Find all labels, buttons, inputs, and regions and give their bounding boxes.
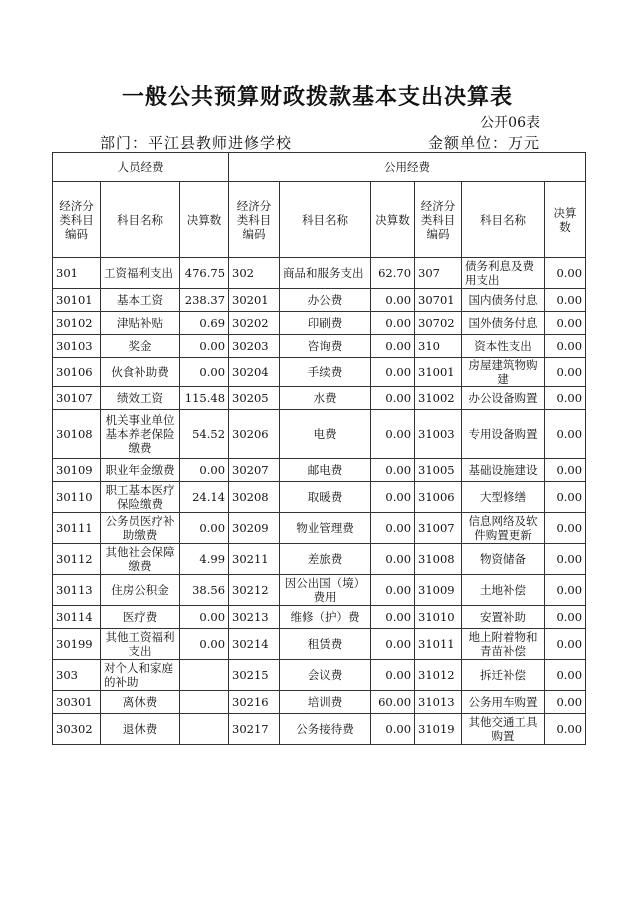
table-cell-code: 30702 — [415, 312, 462, 335]
table-cell-name: 国外债务付息 — [462, 312, 545, 335]
table-cell-name: 国内债务付息 — [462, 289, 545, 312]
table-row — [53, 459, 586, 482]
table-row — [53, 289, 586, 312]
table-row — [53, 660, 586, 691]
table-cell-amount: 0.00 — [371, 575, 415, 606]
table-cell-amount: 0.00 — [371, 358, 415, 387]
table-cell-code: 30302 — [53, 714, 101, 745]
table-cell-name: 医疗费 — [101, 606, 180, 629]
table-cell-name: 津贴补贴 — [101, 312, 180, 335]
table-cell-code: 30108 — [53, 410, 101, 459]
col-header-code: 经济分类科目编码 — [53, 182, 101, 258]
table-cell-name: 会议费 — [280, 660, 371, 691]
table-cell-name: 土地补偿 — [462, 575, 545, 606]
table-cell-amount: 0.00 — [180, 606, 229, 629]
table-cell-name: 房屋建筑物购建 — [462, 358, 545, 387]
table-cell-name: 住房公积金 — [101, 575, 180, 606]
table-cell-amount: 0.00 — [371, 660, 415, 691]
table-row — [53, 714, 586, 745]
table-cell-name: 水费 — [280, 387, 371, 410]
table-cell-code: 307 — [415, 258, 462, 289]
personnel-group-header: 人员经费 — [53, 153, 229, 182]
table-cell-code: 30215 — [229, 660, 280, 691]
table-cell-name: 专用设备购置 — [462, 410, 545, 459]
table-cell-name: 伙食补助费 — [101, 358, 180, 387]
table-cell-name: 差旅费 — [280, 544, 371, 575]
table-cell-name: 基本工资 — [101, 289, 180, 312]
table-cell-code: 310 — [415, 335, 462, 358]
table-cell-code: 31002 — [415, 387, 462, 410]
table-cell-code: 30202 — [229, 312, 280, 335]
table-cell-name: 手续费 — [280, 358, 371, 387]
table-cell-code: 30211 — [229, 544, 280, 575]
table-cell-amount: 0.00 — [545, 660, 586, 691]
table-cell-amount: 0.00 — [180, 335, 229, 358]
table-cell-amount: 0.00 — [545, 606, 586, 629]
table-cell-amount: 0.69 — [180, 312, 229, 335]
table-cell-amount: 0.00 — [180, 358, 229, 387]
table-cell-code: 303 — [53, 660, 101, 691]
table-cell-amount: 0.00 — [371, 513, 415, 544]
table-cell-name: 邮电费 — [280, 459, 371, 482]
table-cell-code: 30101 — [53, 289, 101, 312]
table-cell-amount: 115.48 — [180, 387, 229, 410]
table-cell-amount — [180, 660, 229, 691]
table-cell-name: 机关事业单位基本养老保险缴费 — [101, 410, 180, 459]
table-cell-name: 物资储备 — [462, 544, 545, 575]
table-cell-code: 31005 — [415, 459, 462, 482]
col-header-code: 经济分类科目编码 — [229, 182, 280, 258]
table-cell-name: 其他工资福利支出 — [101, 629, 180, 660]
table-cell-code: 302 — [229, 258, 280, 289]
table-cell-name: 公务用车购置 — [462, 691, 545, 714]
table-cell-code: 30301 — [53, 691, 101, 714]
table-cell-code: 30103 — [53, 335, 101, 358]
table-cell-code: 30217 — [229, 714, 280, 745]
table-row — [53, 335, 586, 358]
table-row — [53, 312, 586, 335]
table-cell-code: 30201 — [229, 289, 280, 312]
table-cell-amount: 0.00 — [371, 606, 415, 629]
table-cell-code: 30111 — [53, 513, 101, 544]
table-cell-name: 因公出国（境）费用 — [280, 575, 371, 606]
table-row — [53, 358, 586, 387]
table-cell-name: 资本性支出 — [462, 335, 545, 358]
table-cell-code: 31013 — [415, 691, 462, 714]
table-cell-code: 30102 — [53, 312, 101, 335]
table-cell-code: 30109 — [53, 459, 101, 482]
table-row — [53, 482, 586, 513]
table-cell-name: 电费 — [280, 410, 371, 459]
table-cell-code: 30206 — [229, 410, 280, 459]
table-cell-amount: 0.00 — [371, 482, 415, 513]
table-cell-amount: 0.00 — [545, 544, 586, 575]
table-cell-code: 30114 — [53, 606, 101, 629]
table-cell-amount: 4.99 — [180, 544, 229, 575]
col-header-name: 科目名称 — [280, 182, 371, 258]
table-row — [53, 606, 586, 629]
table-cell-amount: 0.00 — [545, 459, 586, 482]
table-number: 公开06表 — [480, 115, 540, 131]
expenditure-table — [52, 152, 586, 745]
table-cell-code: 30110 — [53, 482, 101, 513]
table-row — [53, 629, 586, 660]
table-cell-code: 30209 — [229, 513, 280, 544]
table-cell-code: 30113 — [53, 575, 101, 606]
table-cell-name: 咨询费 — [280, 335, 371, 358]
table-cell-amount: 38.56 — [180, 575, 229, 606]
table-cell-amount: 0.00 — [545, 258, 586, 289]
table-cell-amount: 0.00 — [180, 459, 229, 482]
table-cell-code: 30214 — [229, 629, 280, 660]
table-cell-name: 公务接待费 — [280, 714, 371, 745]
table-cell-code: 31019 — [415, 714, 462, 745]
col-header-amount: 决算数 — [371, 182, 415, 258]
table-cell-name: 商品和服务支出 — [280, 258, 371, 289]
table-cell-amount: 0.00 — [545, 335, 586, 358]
table-cell-code: 30213 — [229, 606, 280, 629]
table-cell-name: 办公设备购置 — [462, 387, 545, 410]
table-cell-name: 职业年金缴费 — [101, 459, 180, 482]
table-cell-amount: 0.00 — [371, 289, 415, 312]
table-cell-amount: 0.00 — [371, 312, 415, 335]
table-cell-code: 31011 — [415, 629, 462, 660]
col-header-name: 科目名称 — [101, 182, 180, 258]
table-cell-code: 30203 — [229, 335, 280, 358]
table-cell-amount: 24.14 — [180, 482, 229, 513]
table-cell-code: 30216 — [229, 691, 280, 714]
table-cell-amount: 0.00 — [180, 629, 229, 660]
table-cell-code: 30106 — [53, 358, 101, 387]
table-cell-code: 30212 — [229, 575, 280, 606]
table-cell-name: 对个人和家庭的补助 — [101, 660, 180, 691]
table-cell-name: 退休费 — [101, 714, 180, 745]
table-cell-name: 工资福利支出 — [101, 258, 180, 289]
table-cell-name: 基础设施建设 — [462, 459, 545, 482]
table-cell-name: 公务员医疗补助缴费 — [101, 513, 180, 544]
table-cell-amount: 0.00 — [371, 387, 415, 410]
table-cell-code: 31008 — [415, 544, 462, 575]
table-row — [53, 410, 586, 459]
table-cell-name: 安置补助 — [462, 606, 545, 629]
table-cell-code: 30205 — [229, 387, 280, 410]
table-cell-name: 办公费 — [280, 289, 371, 312]
table-cell-amount: 0.00 — [545, 410, 586, 459]
table-cell-amount: 0.00 — [371, 459, 415, 482]
table-cell-amount: 54.52 — [180, 410, 229, 459]
column-header-row — [53, 182, 586, 258]
table-cell-amount: 476.75 — [180, 258, 229, 289]
table-cell-amount: 238.37 — [180, 289, 229, 312]
table-cell-code: 30208 — [229, 482, 280, 513]
table-cell-amount: 62.70 — [371, 258, 415, 289]
col-header-amount: 决算数 — [545, 182, 586, 258]
table-cell-name: 奖金 — [101, 335, 180, 358]
table-cell-code: 31007 — [415, 513, 462, 544]
table-cell-amount: 60.00 — [371, 691, 415, 714]
table-cell-name: 租赁费 — [280, 629, 371, 660]
table-cell-name: 物业管理费 — [280, 513, 371, 544]
table-cell-amount: 0.00 — [545, 387, 586, 410]
table-cell-code: 31009 — [415, 575, 462, 606]
table-cell-code: 30199 — [53, 629, 101, 660]
table-cell-code: 31010 — [415, 606, 462, 629]
department-label: 部门：平江县教师进修学校 — [100, 134, 293, 152]
table-cell-name: 其他社会保障缴费 — [101, 544, 180, 575]
table-cell-amount: 0.00 — [545, 482, 586, 513]
table-cell-name: 地上附着物和青苗补偿 — [462, 629, 545, 660]
col-header-name: 科目名称 — [462, 182, 545, 258]
page-title: 一般公共预算财政拨款基本支出决算表 — [121, 84, 513, 110]
table-cell-name: 信息网络及软件购置更新 — [462, 513, 545, 544]
table-cell-amount: 0.00 — [371, 410, 415, 459]
table-row — [53, 691, 586, 714]
table-cell-code: 30107 — [53, 387, 101, 410]
table-cell-code: 30207 — [229, 459, 280, 482]
table-cell-amount: 0.00 — [371, 714, 415, 745]
table-cell-name: 维修（护）费 — [280, 606, 371, 629]
table-cell-amount — [180, 714, 229, 745]
public-group-header: 公用经费 — [229, 153, 586, 182]
table-cell-name: 其他交通工具购置 — [462, 714, 545, 745]
col-header-code: 经济分类科目编码 — [415, 182, 462, 258]
table-cell-amount: 0.00 — [545, 629, 586, 660]
table-cell-name: 大型修缮 — [462, 482, 545, 513]
table-row — [53, 544, 586, 575]
table-cell-code: 301 — [53, 258, 101, 289]
table-cell-name: 印刷费 — [280, 312, 371, 335]
table-cell-amount: 0.00 — [545, 289, 586, 312]
table-row — [53, 575, 586, 606]
table-cell-code: 31003 — [415, 410, 462, 459]
table-cell-amount: 0.00 — [545, 575, 586, 606]
table-cell-name: 培训费 — [280, 691, 371, 714]
table-cell-name: 取暖费 — [280, 482, 371, 513]
table-cell-name: 职工基本医疗保险缴费 — [101, 482, 180, 513]
table-cell-amount: 0.00 — [545, 691, 586, 714]
table-cell-name: 拆迁补偿 — [462, 660, 545, 691]
table-cell-code: 30701 — [415, 289, 462, 312]
col-header-amount: 决算数 — [180, 182, 229, 258]
table-cell-amount: 0.00 — [545, 312, 586, 335]
table-cell-code: 31006 — [415, 482, 462, 513]
table-cell-amount — [180, 691, 229, 714]
table-cell-name: 绩效工资 — [101, 387, 180, 410]
table-cell-code: 31001 — [415, 358, 462, 387]
group-header-row — [53, 153, 586, 182]
table-cell-amount: 0.00 — [371, 335, 415, 358]
table-cell-code: 30112 — [53, 544, 101, 575]
table-cell-amount: 0.00 — [180, 513, 229, 544]
table-cell-amount: 0.00 — [371, 629, 415, 660]
table-cell-code: 30204 — [229, 358, 280, 387]
table-cell-name: 离休费 — [101, 691, 180, 714]
table-cell-amount: 0.00 — [371, 544, 415, 575]
table-cell-amount: 0.00 — [545, 513, 586, 544]
table-row — [53, 258, 586, 289]
table-row — [53, 387, 586, 410]
table-row — [53, 513, 586, 544]
table-cell-amount: 0.00 — [545, 714, 586, 745]
table-cell-amount: 0.00 — [545, 358, 586, 387]
table-cell-name: 债务利息及费用支出 — [462, 258, 545, 289]
table-cell-code: 31012 — [415, 660, 462, 691]
amount-unit-label: 金额单位：万元 — [428, 134, 541, 152]
